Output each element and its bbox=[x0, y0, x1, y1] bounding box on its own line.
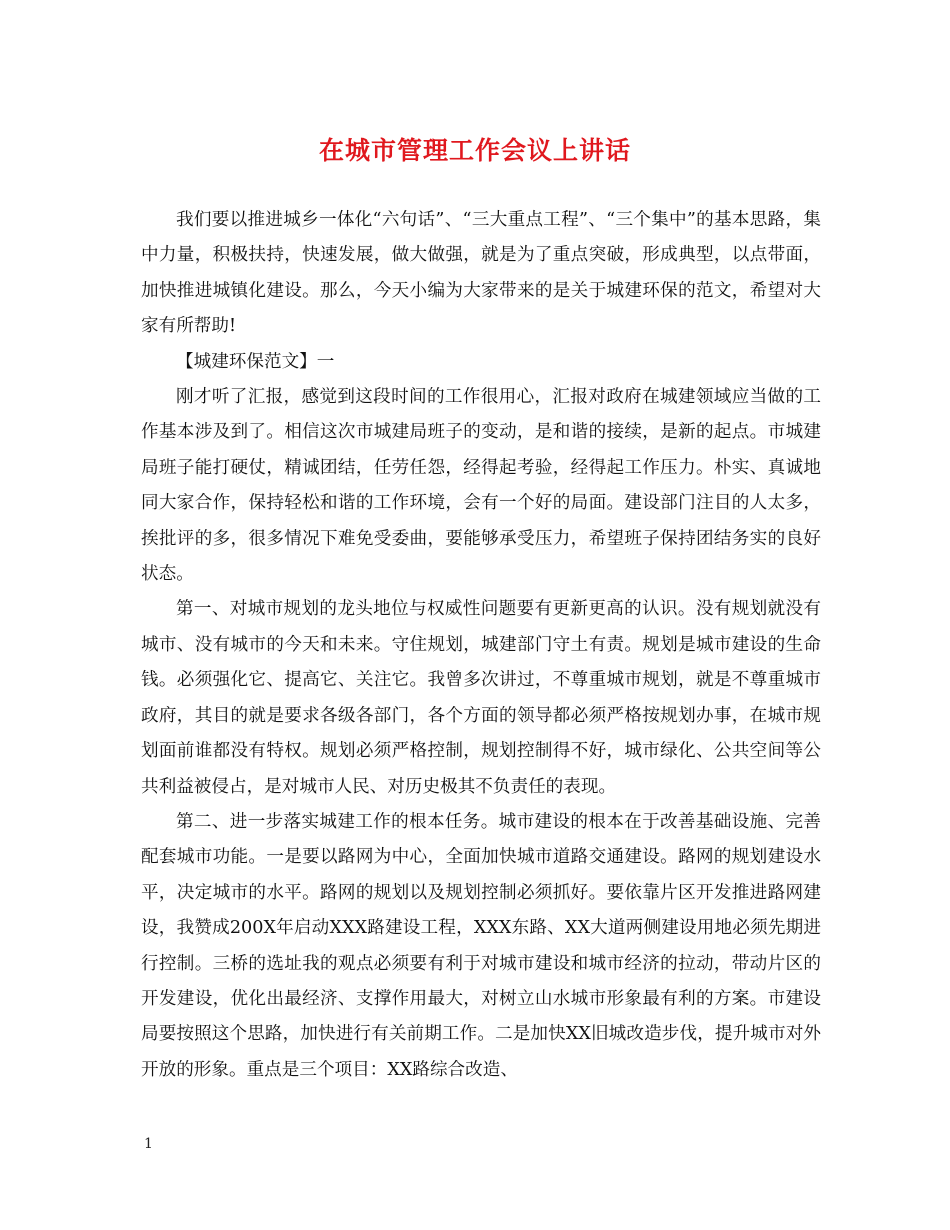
document-title: 在城市管理工作会议上讲话 bbox=[318, 136, 631, 165]
paragraph-second-point: 第二、进一步落实城建工作的根本任务。城市建设的根本在于改善基础设施、完善配套城市功能。一是要以路网为中心，全面加快城市道路交通建设。路网的规划建设水平，决定城市的水平。路网的规划以及规划控制必须抓好。要依靠片区开发推进路网建设，我赞成200X年启动XXX路建设工程，XXX东路、XX大道两侧建设用地必须先期进行控制。三桥的选址我的观点必须要有利于对城市建设和城市经济的拉动，带动片区的开发建设，优化出最经济、支撑作用最大，对树立山水城市形象最有利的方案。市建设局要按照这个思路，加快进行有关前期工作。二是加快XX旧城改造步伐，提升城市对外开放的形象。重点是三个项目：XX路综合改造、 bbox=[141, 811, 821, 1080]
paragraph-opening: 刚才听了汇报，感觉到这段时间的工作很用心，汇报对政府在城建领域应当做的工作基本涉及到了。相信这次市城建局班子的变动，是和谐的接续，是新的起点。市城建局班子能打硬仗，精诚团结，任劳任怨，经得起考验，经得起工作压力。朴实、真诚地同大家合作，保持轻松和谐的工作环境，会有一个好的局面。建设部门注目的人太多，挨批评的多，很多情况下难免受委曲，要能够承受压力，希望班子保持团结务实的良好状态。 bbox=[141, 387, 821, 585]
document-body bbox=[141, 203, 821, 1088]
paragraph-intro: 我们要以推进城乡一体化“六句话”、“三大重点工程”、“三个集中”的基本思路，集中力量，积极扶持，快速发展，做大做强，就是为了重点突破，形成典型，以点带面，加快推进城镇化建设。那么，今天小编为大家带来的是关于城建环保的范文，希望对大家有所帮助! bbox=[141, 210, 821, 337]
section-heading: 【城建环保范文】一 bbox=[176, 351, 335, 372]
paragraph-first-point: 第一、对城市规划的龙头地位与权威性问题要有更新更高的认识。没有规划就没有城市、没有城市的今天和未来。守住规划，城建部门守土有责。规划是城市建设的生命钱。必须强化它、提高它、关注它。我曾多次讲过，不尊重城市规划，就是不尊重城市政府，其目的就是要求各级各部门，各个方面的领导都必须严格按规划办事，在城市规划面前谁都没有特权。规划必须严格控制，规划控制得不好，城市绿化、公共空间等公共利益被侵占，是对城市人民、对历史极其不负责任的表现。 bbox=[141, 599, 821, 797]
page-number: 1 bbox=[144, 1136, 153, 1152]
